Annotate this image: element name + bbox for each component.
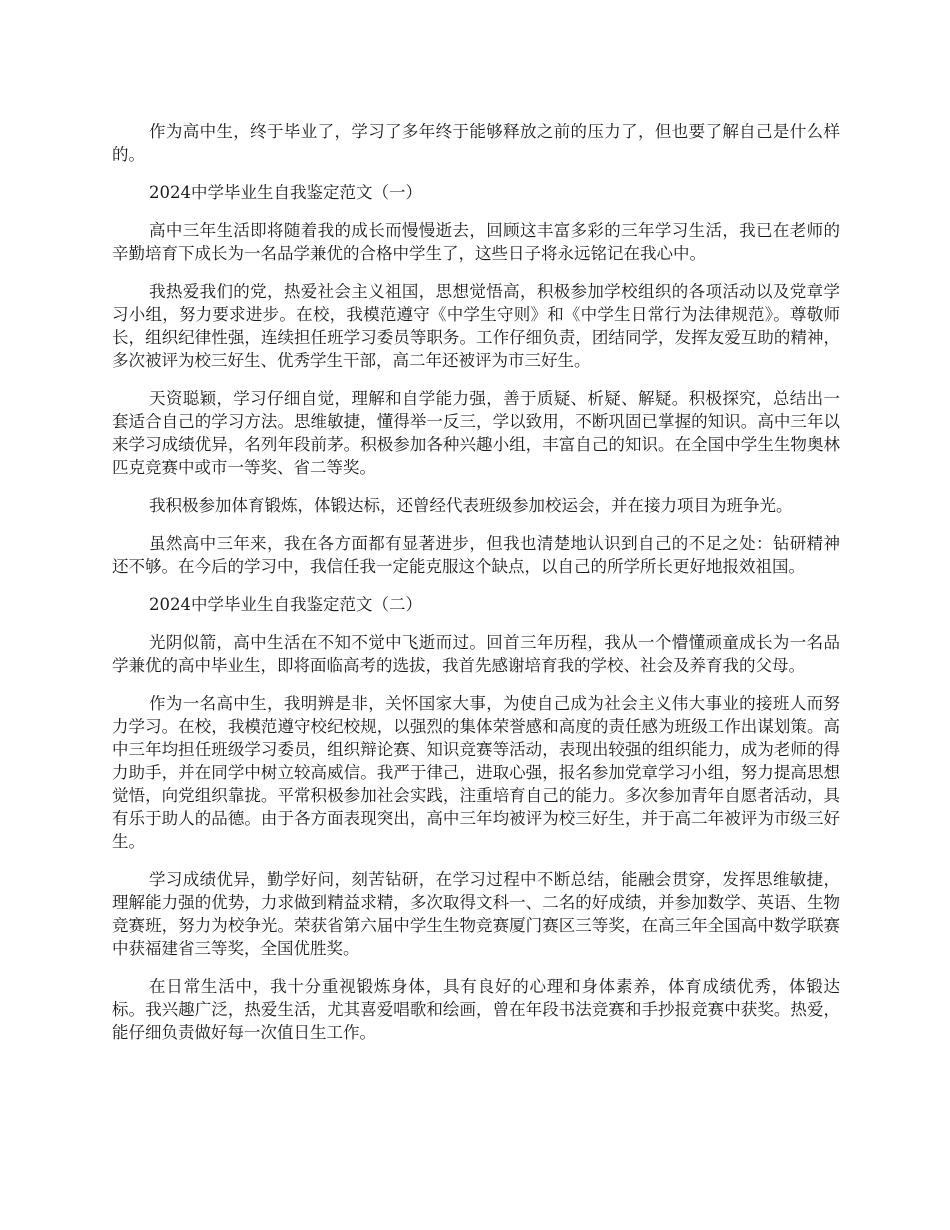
body-paragraph: 天资聪颖，学习仔细自觉，理解和自学能力强，善于质疑、析疑、解疑。积极探究，总结出一套适合自己的学习方法。思维敏捷，懂得举一反三，学以致用，不断巩固已掌握的知识。高中三年以来学习成绩优异，名列年段前茅。积极参加各种兴趣小组，丰富自己的知识。在全国中学生生物奥林匹克竞赛中或市一等奖、省二等奖。 xyxy=(112,389,840,477)
body-paragraph: 虽然高中三年来，我在各方面都有显著进步，但我也清楚地认识到自己的不足之处：钻研精神还不够。在今后的学习中，我信任我一定能克服这个缺点，以自己的所学所长更好地报效祖国。 xyxy=(112,534,840,576)
body-paragraph: 我热爱我们的党，热爱社会主义祖国，思想觉悟高，积极参加学校组织的各项活动以及党章学习小组，努力要求进步。在校，我模范遵守《中学生守则》和《中学生日常行为法律规范》。尊敬师长，组织纪律性强，连续担任班学习委员等职务。工作仔细负责，团结同学，发挥友爱互助的精神，多次被评为校三好生、优秀学生干部，高二年还被评为市三好生。 xyxy=(112,282,840,370)
intro-paragraph: 作为高中生，终于毕业了，学习了多年终于能够释放之前的压力了，但也要了解自己是什么样的。 xyxy=(112,122,840,164)
body-paragraph: 作为一名高中生，我明辨是非，关怀国家大事，为使自己成为社会主义伟大事业的接班人而努力学习。在校，我模范遵守校纪校规，以强烈的集体荣誉感和高度的责任感为班级工作出谋划策。高中三年均担任班级学习委员，组织辩论赛、知识竞赛等活动，表现出较强的组织能力，成为老师的得力助手，并在同学中树立较高威信。我严于律己，进取心强，报名参加党章学习小组，努力提高思想觉悟，向党组织靠拢。平常积极参加社会实践，注重培育自己的能力。多次参加青年自愿者活动，具有乐于助人的品德。由于各方面表现突出，高中三年均被评为校三好生，并于高二年被评为市级三好生。 xyxy=(112,694,840,851)
section-heading-2: 2024中学毕业生自我鉴定范文（二） xyxy=(149,595,422,614)
document-body xyxy=(112,120,840,1059)
body-paragraph: 光阴似箭，高中生活在不知不觉中飞逝而过。回首三年历程，我从一个懵懂顽童成长为一名品学兼优的高中毕业生，即将面临高考的选拔，我首先感谢培育我的学校、社会及养育我的父母。 xyxy=(112,633,840,675)
body-paragraph: 我积极参加体育锻炼，体锻达标，还曾经代表班级参加校运会，并在接力项目为班争光。 xyxy=(149,496,793,515)
body-paragraph: 高中三年生活即将随着我的成长而慢慢逝去，回顾这丰富多彩的三年学习生活，我已在老师的辛勤培育下成长为一名品学兼优的合格中学生了，这些日子将永远铭记在我心中。 xyxy=(112,221,840,263)
section-heading-1: 2024中学毕业生自我鉴定范文（一） xyxy=(149,183,422,202)
body-paragraph: 在日常生活中，我十分重视锻炼身体，具有良好的心理和身体素养，体育成绩优秀，体锻达标。我兴趣广泛，热爱生活，尤其喜爱唱歌和绘画，曾在年段书法竞赛和手抄报竞赛中获奖。热爱，能仔细负责做好每一次值日生工作。 xyxy=(112,977,840,1042)
body-paragraph: 学习成绩优异，勤学好问，刻苦钻研，在学习过程中不断总结，能融会贯穿，发挥思维敏捷，理解能力强的优势，力求做到精益求精，多次取得文科一、二名的好成绩，并参加数学、英语、生物竞赛班，努力为校争光。荣获省第六届中学生生物竞赛厦门赛区三等奖，在高三年全国高中数学联赛中获福建省三等奖，全国优胜奖。 xyxy=(112,870,840,958)
